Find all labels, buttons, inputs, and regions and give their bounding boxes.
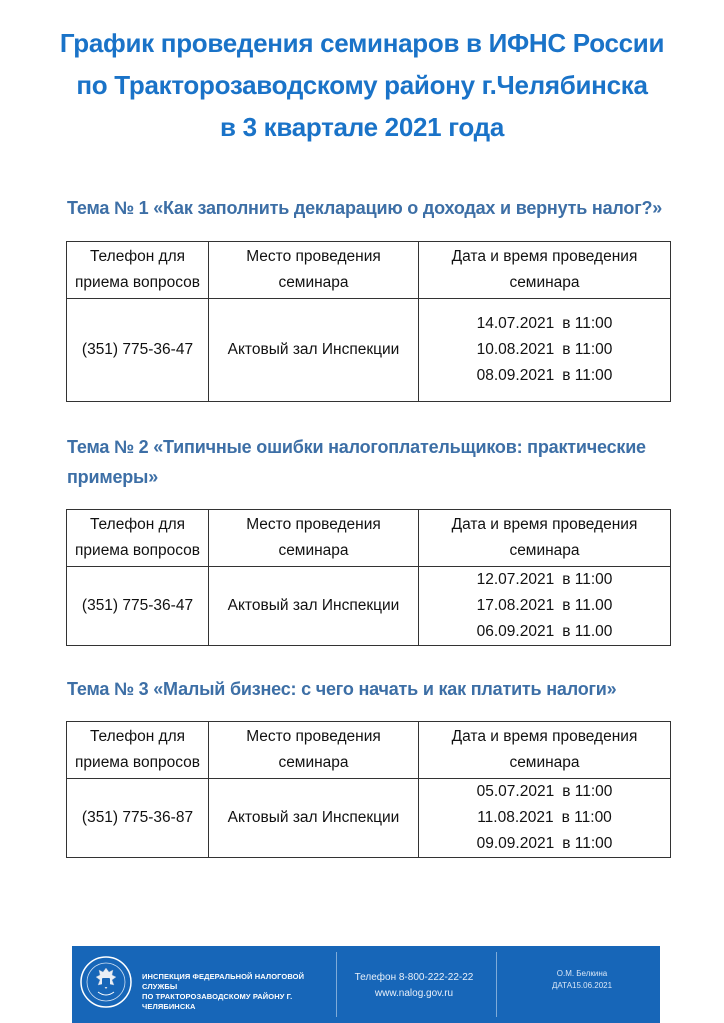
footer-signature [512, 968, 652, 992]
datetime-cell [419, 779, 671, 858]
topic-2-heading: Тема № 2 «Типичные ошибки налогоплательщиков: практические примеры» [67, 437, 646, 487]
phone-cell: (351) 775-36-87 [67, 779, 209, 858]
footer-phone: Телефон 8-800-222-22-22 [354, 972, 474, 983]
date-entry: 11.08.2021 в 11:00 [477, 809, 612, 826]
topic-3-table [66, 721, 671, 858]
footer-contacts [344, 970, 484, 1002]
date-entry: 14.07.2021 в 11:00 [476, 315, 613, 332]
place-header: Место проведения семинара [209, 510, 419, 567]
table-row [67, 567, 671, 646]
date-entry: 09.09.2021 в 11:00 [476, 835, 613, 852]
phone-cell: (351) 775-36-47 [67, 299, 209, 402]
phone-cell: (351) 775-36-47 [67, 567, 209, 646]
topic-1-heading: Тема № 1 «Как заполнить декларацию о доходах и вернуть налог?» [67, 198, 663, 218]
date-entry: 06.09.2021 в 11.00 [476, 623, 613, 640]
footer-date: ДАТА15.06.2021 [551, 981, 613, 990]
footer-website[interactable]: www.nalog.gov.ru [374, 988, 454, 999]
datetime-cell [419, 299, 671, 402]
topic-2-table [66, 509, 671, 646]
date-entry: 08.09.2021 в 11:00 [476, 367, 613, 384]
place-cell: Актовый зал Инспекции [209, 779, 419, 858]
date-entry: 17.08.2021 в 11.00 [476, 597, 613, 614]
datetime-header: Дата и время проведения семинара [419, 722, 671, 779]
footer-org-name: ИНСПЕКЦИЯ ФЕДЕРАЛЬНОЙ НАЛОГОВОЙ СЛУЖБЫ ПО ТРАКТОРОЗАВОДСКОМУ РАЙОНУ Г. ЧЕЛЯБИНСКА [142, 972, 305, 1011]
footer-banner [72, 946, 660, 1023]
title-line-3: в 3 квартале 2021 года [219, 112, 505, 142]
page-title [0, 22, 724, 148]
date-entry: 12.07.2021 в 11:00 [476, 571, 613, 588]
place-cell: Актовый зал Инспекции [209, 567, 419, 646]
phone-header: Телефон для приема вопросов [67, 510, 209, 567]
title-line-2: по Тракторозаводскому району г.Челябинска [76, 70, 648, 100]
table-row [67, 779, 671, 858]
table-header-row [67, 722, 671, 779]
topic-1-table [66, 241, 671, 402]
footer-signer: О.М. Белкина [556, 969, 608, 978]
datetime-cell [419, 567, 671, 646]
datetime-header: Дата и время проведения семинара [419, 510, 671, 567]
footer-divider [336, 952, 337, 1017]
footer-divider [496, 952, 497, 1017]
table-header-row [67, 242, 671, 299]
datetime-header: Дата и время проведения семинара [419, 242, 671, 299]
table-row [67, 299, 671, 402]
phone-header: Телефон для приема вопросов [67, 242, 209, 299]
place-header: Место проведения семинара [209, 242, 419, 299]
table-header-row [67, 510, 671, 567]
place-header: Место проведения семинара [209, 722, 419, 779]
title-line-1: График проведения семинаров в ИФНС России [59, 28, 665, 58]
phone-header: Телефон для приема вопросов [67, 722, 209, 779]
date-entry: 10.08.2021 в 11:00 [476, 341, 613, 358]
topic-3-heading: Тема № 3 «Малый бизнес: с чего начать и как платить налоги» [67, 679, 617, 699]
fns-emblem-icon [80, 956, 132, 1008]
date-entry: 05.07.2021 в 11:00 [476, 783, 613, 800]
place-cell: Актовый зал Инспекции [209, 299, 419, 402]
